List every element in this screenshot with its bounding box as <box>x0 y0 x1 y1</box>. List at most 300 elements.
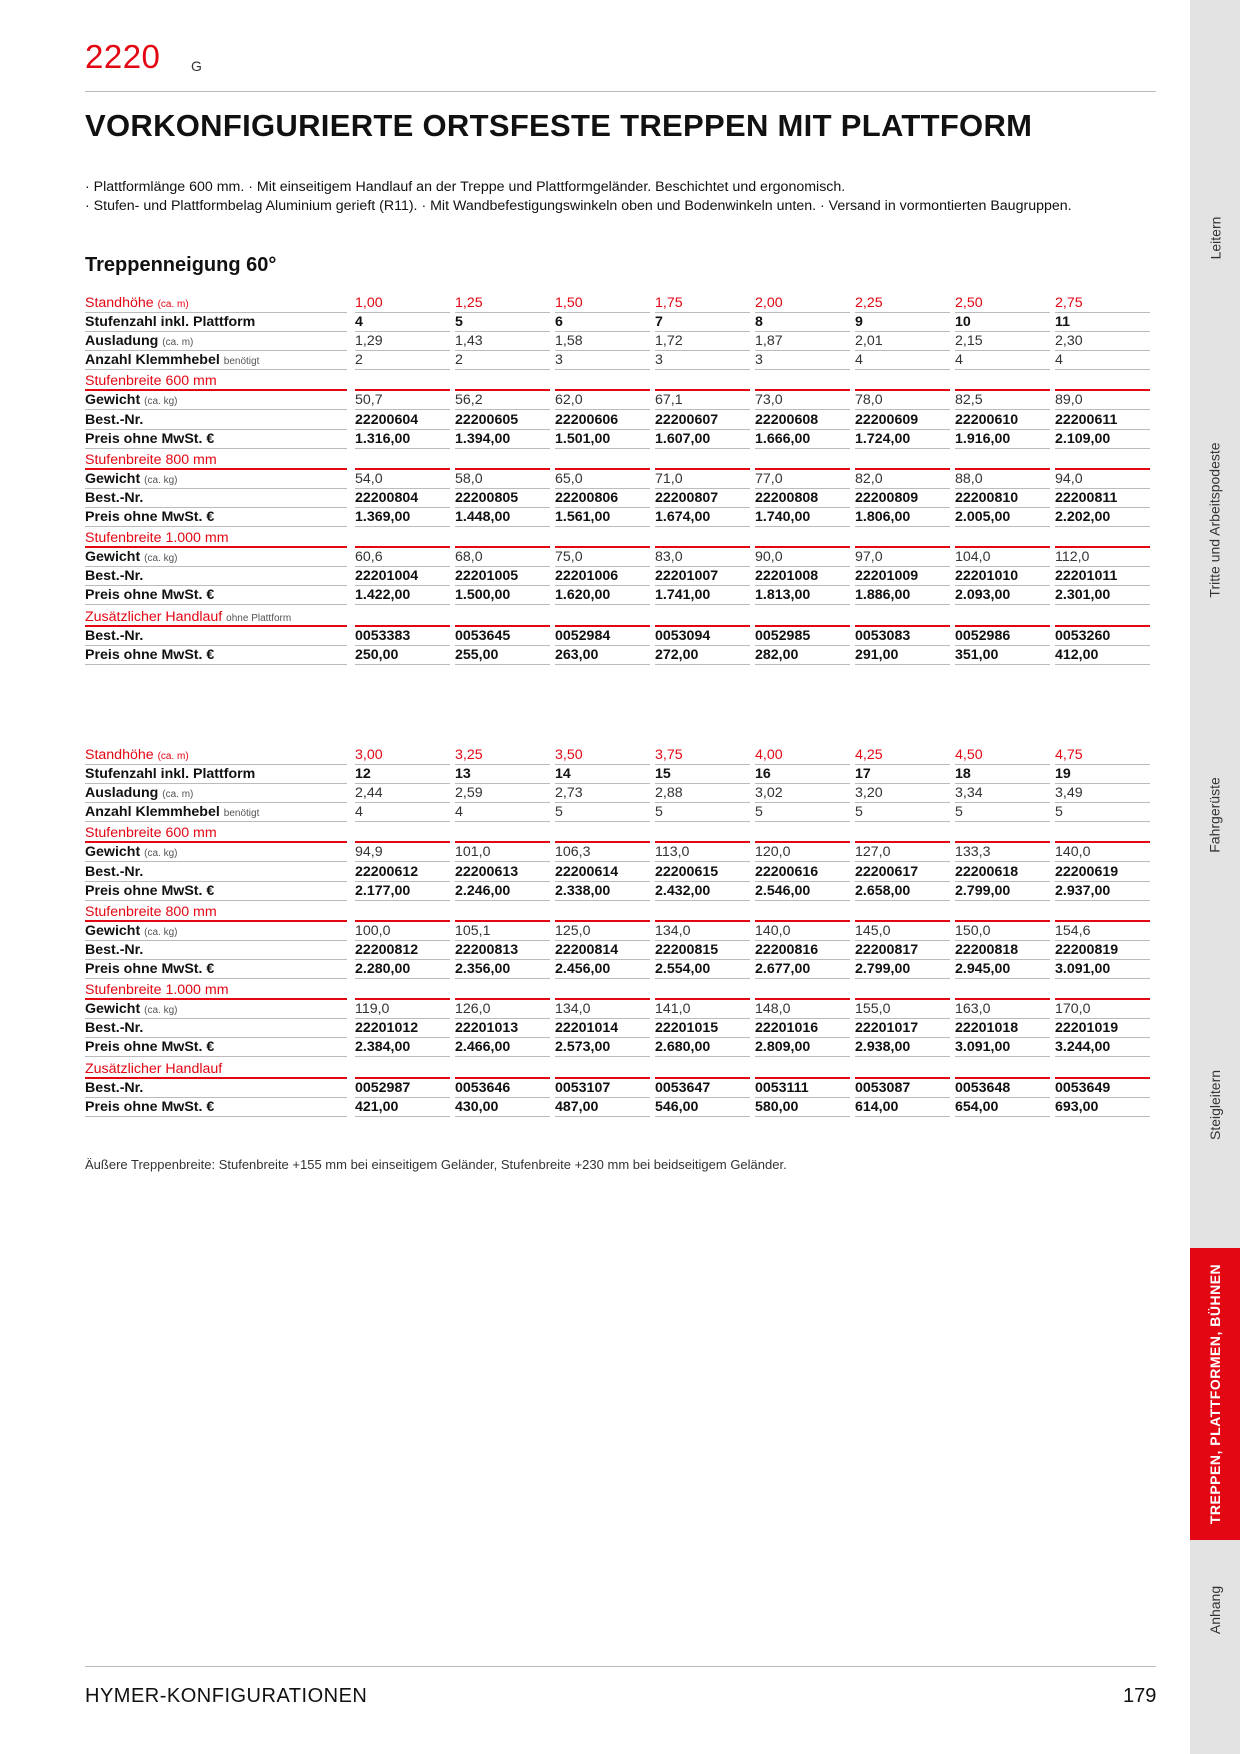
table-cell: 0053094 <box>655 627 750 646</box>
table-cell: 82,0 <box>855 470 950 489</box>
table-cell: 100,0 <box>355 922 450 941</box>
table-cell: 22200614 <box>555 863 650 882</box>
row-label: Stufenbreite 1.000 mm <box>85 981 347 1000</box>
table-cell: 2.546,00 <box>755 882 850 901</box>
table-cell <box>355 981 450 1000</box>
table-cell: 1.607,00 <box>655 430 750 449</box>
table-row <box>85 489 1156 508</box>
table-cell <box>755 903 850 922</box>
table-cell: 2.301,00 <box>1055 586 1150 605</box>
table-row <box>85 567 1156 586</box>
row-label: Preis ohne MwSt. € <box>85 508 347 527</box>
row-label: Preis ohne MwSt. € <box>85 430 347 449</box>
table-cell: 22200807 <box>655 489 750 508</box>
table-row <box>85 843 1156 862</box>
table-cell: 154,6 <box>1055 922 1150 941</box>
table-cell <box>655 529 750 548</box>
table-cell: 2.554,00 <box>655 960 750 979</box>
table-row <box>85 981 1156 1000</box>
table-cell: 11 <box>1055 313 1150 332</box>
table-cell: 56,2 <box>455 391 550 410</box>
table-cell: 19 <box>1055 765 1150 784</box>
table-cell <box>355 529 450 548</box>
table-cell: 2.677,00 <box>755 960 850 979</box>
table-cell <box>1055 608 1150 627</box>
table-cell <box>855 372 950 391</box>
table-cell: 291,00 <box>855 646 950 665</box>
table-cell: 12 <box>355 765 450 784</box>
table-cell <box>355 451 450 470</box>
table-row <box>85 430 1156 449</box>
table-cell <box>655 608 750 627</box>
table-cell: 1,29 <box>355 332 450 351</box>
table-cell: 3,50 <box>555 746 650 765</box>
table-cell <box>655 372 750 391</box>
table-row <box>85 586 1156 605</box>
table-cell: 3,02 <box>755 784 850 803</box>
table-row <box>85 627 1156 646</box>
table-cell: 0053645 <box>455 627 550 646</box>
table-cell: 3,49 <box>1055 784 1150 803</box>
table-cell: 2 <box>355 351 450 370</box>
table-cell: 65,0 <box>555 470 650 489</box>
row-label: Preis ohne MwSt. € <box>85 586 347 605</box>
table-cell: 0053647 <box>655 1079 750 1098</box>
table-cell: 77,0 <box>755 470 850 489</box>
table-row <box>85 548 1156 567</box>
table-cell <box>455 372 550 391</box>
table-cell: 2.202,00 <box>1055 508 1150 527</box>
table-cell: 94,9 <box>355 843 450 862</box>
row-label: Stufenbreite 600 mm <box>85 372 347 391</box>
table-cell: 4 <box>455 803 550 822</box>
table-cell: 22201008 <box>755 567 850 586</box>
table-cell: 250,00 <box>355 646 450 665</box>
table-cell: 62,0 <box>555 391 650 410</box>
table-cell: 22200819 <box>1055 941 1150 960</box>
table-cell: 1.741,00 <box>655 586 750 605</box>
table-cell: 421,00 <box>355 1098 450 1117</box>
table-cell: 82,5 <box>955 391 1050 410</box>
chapter-sidebar <box>1190 0 1240 1754</box>
table-cell: 22200615 <box>655 863 750 882</box>
table-row <box>85 903 1156 922</box>
table-cell: 2,88 <box>655 784 750 803</box>
table-row <box>85 1019 1156 1038</box>
table-cell <box>755 824 850 843</box>
table-cell: 2.432,00 <box>655 882 750 901</box>
row-label: Preis ohne MwSt. € <box>85 1098 347 1117</box>
table-row <box>85 372 1156 391</box>
table-cell <box>1055 981 1150 1000</box>
row-label: Gewicht (ca. kg) <box>85 843 347 862</box>
table-cell: 90,0 <box>755 548 850 567</box>
table-cell: 2.338,00 <box>555 882 650 901</box>
section-title: Treppenneigung 60° <box>85 254 277 276</box>
table-cell: 2.177,00 <box>355 882 450 901</box>
row-label: Gewicht (ca. kg) <box>85 391 347 410</box>
table-cell: 14 <box>555 765 650 784</box>
table-cell: 134,0 <box>555 1000 650 1019</box>
row-label-unit: (ca. kg) <box>144 1005 178 1017</box>
table-cell <box>355 824 450 843</box>
table-cell: 22201011 <box>1055 567 1150 586</box>
sidebar-tab-anhang[interactable]: Anhang <box>1207 1585 1223 1635</box>
table-cell: 22200814 <box>555 941 650 960</box>
table-cell: 8 <box>755 313 850 332</box>
table-cell: 0053083 <box>855 627 950 646</box>
table-cell <box>355 1060 450 1079</box>
table-cell: 0052985 <box>755 627 850 646</box>
table-cell: 412,00 <box>1055 646 1150 665</box>
table-cell: 430,00 <box>455 1098 550 1117</box>
table-cell: 141,0 <box>655 1000 750 1019</box>
table-cell: 3,20 <box>855 784 950 803</box>
table-cell <box>955 372 1050 391</box>
table-cell: 125,0 <box>555 922 650 941</box>
table-cell: 9 <box>855 313 950 332</box>
table-cell: 22201006 <box>555 567 650 586</box>
table-cell <box>1055 372 1150 391</box>
table-cell: 1,58 <box>555 332 650 351</box>
table-cell: 22200804 <box>355 489 450 508</box>
table-cell: 119,0 <box>355 1000 450 1019</box>
table-row <box>85 646 1156 665</box>
table-cell: 145,0 <box>855 922 950 941</box>
row-label: Stufenbreite 1.000 mm <box>85 529 347 548</box>
table-cell: 78,0 <box>855 391 950 410</box>
row-label-unit: (ca. m) <box>162 337 194 349</box>
table-cell: 88,0 <box>955 470 1050 489</box>
table-cell: 101,0 <box>455 843 550 862</box>
table-cell: 58,0 <box>455 470 550 489</box>
table-cell <box>855 903 950 922</box>
row-label: Stufenbreite 800 mm <box>85 451 347 470</box>
table-cell: 10 <box>955 313 1050 332</box>
table-cell: 22201012 <box>355 1019 450 1038</box>
table-cell: 150,0 <box>955 922 1050 941</box>
table-row <box>85 1060 1156 1079</box>
table-cell: 2,50 <box>955 294 1050 313</box>
table-cell: 68,0 <box>455 548 550 567</box>
table-cell: 22200809 <box>855 489 950 508</box>
table-cell: 22200612 <box>355 863 450 882</box>
table-row <box>85 784 1156 803</box>
table-cell <box>555 608 650 627</box>
row-label: Best.-Nr. <box>85 627 347 646</box>
table-cell <box>1055 529 1150 548</box>
table-cell: 282,00 <box>755 646 850 665</box>
table-cell: 1.886,00 <box>855 586 950 605</box>
sidebar-tab-tritte[interactable]: Tritte und Arbeitspodeste <box>1207 442 1224 598</box>
table-cell: 2.809,00 <box>755 1038 850 1057</box>
table-cell: 75,0 <box>555 548 650 567</box>
table-cell <box>655 451 750 470</box>
row-label: Anzahl Klemmhebel benötigt <box>85 351 347 370</box>
table-cell: 18 <box>955 765 1050 784</box>
table-cell: 2.680,00 <box>655 1038 750 1057</box>
table-cell: 2.658,00 <box>855 882 950 901</box>
table-cell <box>855 608 950 627</box>
table-cell <box>1055 1060 1150 1079</box>
table-cell: 89,0 <box>1055 391 1150 410</box>
table-cell: 17 <box>855 765 950 784</box>
table-cell: 1.620,00 <box>555 586 650 605</box>
row-label: Best.-Nr. <box>85 941 347 960</box>
table-cell: 2,44 <box>355 784 450 803</box>
sidebar-tab-steigleitern[interactable]: Steigleitern <box>1207 1069 1224 1141</box>
table-cell: 4,75 <box>1055 746 1150 765</box>
table-row <box>85 451 1156 470</box>
row-label-unit: (ca. m) <box>162 789 194 801</box>
table-cell: 127,0 <box>855 843 950 862</box>
table-cell: 22200818 <box>955 941 1050 960</box>
table-cell: 140,0 <box>1055 843 1150 862</box>
feature-bullets <box>85 178 1072 216</box>
table-cell: 6 <box>555 313 650 332</box>
table-cell <box>555 981 650 1000</box>
row-label: Gewicht (ca. kg) <box>85 922 347 941</box>
spec-table-1 <box>85 294 1156 665</box>
table-cell: 5 <box>955 803 1050 822</box>
row-label: Gewicht (ca. kg) <box>85 1000 347 1019</box>
table-cell: 2,00 <box>755 294 850 313</box>
table-cell <box>555 372 650 391</box>
table-cell: 163,0 <box>955 1000 1050 1019</box>
row-label-unit: (ca. kg) <box>144 396 178 408</box>
table-cell: 1.394,00 <box>455 430 550 449</box>
row-label: Gewicht (ca. kg) <box>85 470 347 489</box>
table-cell: 3,25 <box>455 746 550 765</box>
table-cell: 2,30 <box>1055 332 1150 351</box>
table-cell: 7 <box>655 313 750 332</box>
table-cell <box>755 608 850 627</box>
table-cell <box>855 981 950 1000</box>
table-cell: 1.501,00 <box>555 430 650 449</box>
table-cell <box>755 529 850 548</box>
table-cell <box>455 824 550 843</box>
table-cell: 1.740,00 <box>755 508 850 527</box>
table-row <box>85 765 1156 784</box>
sidebar-tab-fahrgerueste[interactable]: Fahrgerüste <box>1207 777 1224 853</box>
table-cell: 2.945,00 <box>955 960 1050 979</box>
row-label: Stufenbreite 600 mm <box>85 824 347 843</box>
table-cell: 4,25 <box>855 746 950 765</box>
table-cell: 4,50 <box>955 746 1050 765</box>
table-row <box>85 1098 1156 1117</box>
table-cell: 5 <box>855 803 950 822</box>
table-cell: 1,72 <box>655 332 750 351</box>
table-row <box>85 508 1156 527</box>
table-cell: 2.246,00 <box>455 882 550 901</box>
table-cell: 94,0 <box>1055 470 1150 489</box>
table-cell <box>655 981 750 1000</box>
table-cell: 133,3 <box>955 843 1050 862</box>
table-cell: 22201013 <box>455 1019 550 1038</box>
table-cell: 4,00 <box>755 746 850 765</box>
row-label: Preis ohne MwSt. € <box>85 882 347 901</box>
spec-table-2 <box>85 746 1156 1117</box>
sidebar-tab-leitern[interactable]: Leitern <box>1207 216 1223 259</box>
table-cell <box>555 824 650 843</box>
table-cell: 1.916,00 <box>955 430 1050 449</box>
table-cell <box>655 903 750 922</box>
row-label: Best.-Nr. <box>85 567 347 586</box>
row-label: Anzahl Klemmhebel benötigt <box>85 803 347 822</box>
table-cell: 654,00 <box>955 1098 1050 1117</box>
table-cell <box>455 981 550 1000</box>
table-cell: 0052986 <box>955 627 1050 646</box>
table-cell: 487,00 <box>555 1098 650 1117</box>
table-cell: 22200607 <box>655 411 750 430</box>
table-cell: 22200806 <box>555 489 650 508</box>
footnote: Äußere Treppenbreite: Stufenbreite +155 mm bei einseitigem Geländer, Stufenbreite +230 mm bei beidseitigem Geländer. <box>85 1157 787 1172</box>
table-row <box>85 391 1156 410</box>
table-cell: 22201015 <box>655 1019 750 1038</box>
table-cell: 22200609 <box>855 411 950 430</box>
footer-brand: HYMER-KONFIGURATIONEN <box>85 1685 368 1707</box>
table-cell: 3,00 <box>355 746 450 765</box>
table-cell: 22200618 <box>955 863 1050 882</box>
row-label: Best.-Nr. <box>85 411 347 430</box>
table-cell: 106,3 <box>555 843 650 862</box>
bullet-line-1: · Plattformlänge 600 mm. · Mit einseitigem Handlauf an der Treppe und Plattformgeländer. Beschichtet und ergonomisch. <box>85 179 846 195</box>
table-row <box>85 882 1156 901</box>
table-cell: 22201017 <box>855 1019 950 1038</box>
table-cell: 0052987 <box>355 1079 450 1098</box>
table-cell: 2.109,00 <box>1055 430 1150 449</box>
table-cell: 4 <box>355 803 450 822</box>
table-cell: 22201014 <box>555 1019 650 1038</box>
row-label: Preis ohne MwSt. € <box>85 1038 347 1057</box>
table-cell: 1.806,00 <box>855 508 950 527</box>
table-cell: 1.369,00 <box>355 508 450 527</box>
table-cell: 22200812 <box>355 941 450 960</box>
footer-divider <box>85 1666 1156 1667</box>
table-row <box>85 351 1156 370</box>
table-cell <box>355 903 450 922</box>
table-cell: 120,0 <box>755 843 850 862</box>
row-label: Stufenzahl inkl. Plattform <box>85 765 347 784</box>
table-cell: 148,0 <box>755 1000 850 1019</box>
table-cell: 3.091,00 <box>955 1038 1050 1057</box>
table-cell <box>1055 824 1150 843</box>
table-row <box>85 803 1156 822</box>
table-cell: 0052984 <box>555 627 650 646</box>
table-row <box>85 941 1156 960</box>
table-cell <box>655 1060 750 1079</box>
table-cell: 0053260 <box>1055 627 1150 646</box>
table-cell: 126,0 <box>455 1000 550 1019</box>
table-row <box>85 470 1156 489</box>
table-cell: 1.561,00 <box>555 508 650 527</box>
table-cell: 16 <box>755 765 850 784</box>
table-cell: 112,0 <box>1055 548 1150 567</box>
table-cell: 155,0 <box>855 1000 950 1019</box>
table-row <box>85 608 1156 627</box>
table-cell: 3.244,00 <box>1055 1038 1150 1057</box>
table-cell <box>755 451 850 470</box>
table-cell: 1,75 <box>655 294 750 313</box>
sidebar-tab-treppen[interactable]: TREPPEN, PLATTFORMEN, BÜHNEN <box>1190 1248 1240 1540</box>
table-row <box>85 294 1156 313</box>
table-cell <box>855 451 950 470</box>
table-cell: 2 <box>455 351 550 370</box>
table-cell: 1.674,00 <box>655 508 750 527</box>
table-cell: 22201010 <box>955 567 1050 586</box>
table-cell: 71,0 <box>655 470 750 489</box>
table-cell <box>955 608 1050 627</box>
table-cell <box>1055 903 1150 922</box>
table-cell: 134,0 <box>655 922 750 941</box>
table-cell: 22200813 <box>455 941 550 960</box>
table-cell: 2,15 <box>955 332 1050 351</box>
table-cell: 60,6 <box>355 548 450 567</box>
table-cell: 351,00 <box>955 646 1050 665</box>
table-cell: 54,0 <box>355 470 450 489</box>
table-cell: 22200605 <box>455 411 550 430</box>
table-row <box>85 922 1156 941</box>
table-cell: 2,75 <box>1055 294 1150 313</box>
table-row <box>85 1079 1156 1098</box>
table-cell: 97,0 <box>855 548 950 567</box>
table-cell <box>955 903 1050 922</box>
row-label: Stufenbreite 800 mm <box>85 903 347 922</box>
table-cell: 2.456,00 <box>555 960 650 979</box>
table-cell: 2,25 <box>855 294 950 313</box>
table-cell: 0053649 <box>1055 1079 1150 1098</box>
row-label-unit: (ca. kg) <box>144 553 178 565</box>
table-cell: 0053107 <box>555 1079 650 1098</box>
table-cell <box>755 372 850 391</box>
row-label: Standhöhe (ca. m) <box>85 294 347 313</box>
table-cell: 73,0 <box>755 391 850 410</box>
table-cell: 1.422,00 <box>355 586 450 605</box>
table-row <box>85 1000 1156 1019</box>
table-cell: 2.573,00 <box>555 1038 650 1057</box>
table-cell <box>355 608 450 627</box>
table-cell: 4 <box>955 351 1050 370</box>
table-cell: 255,00 <box>455 646 550 665</box>
table-row <box>85 824 1156 843</box>
row-label: Gewicht (ca. kg) <box>85 548 347 567</box>
table-cell: 5 <box>555 803 650 822</box>
catalog-code: 2220 <box>85 38 161 75</box>
table-cell: 1,87 <box>755 332 850 351</box>
table-cell: 22201019 <box>1055 1019 1150 1038</box>
table-row <box>85 313 1156 332</box>
row-label: Best.-Nr. <box>85 863 347 882</box>
table-cell: 22200805 <box>455 489 550 508</box>
table-cell: 546,00 <box>655 1098 750 1117</box>
table-cell: 50,7 <box>355 391 450 410</box>
table-cell: 22200610 <box>955 411 1050 430</box>
table-cell: 22201004 <box>355 567 450 586</box>
table-cell: 22201009 <box>855 567 950 586</box>
table-cell: 67,1 <box>655 391 750 410</box>
table-cell <box>855 1060 950 1079</box>
table-cell: 2.356,00 <box>455 960 550 979</box>
row-label-unit: benötigt <box>223 356 260 368</box>
row-label-unit: (ca. m) <box>157 299 189 310</box>
row-label-unit: (ca. m) <box>157 751 189 762</box>
row-label-unit: (ca. kg) <box>144 474 178 486</box>
table-cell: 170,0 <box>1055 1000 1150 1019</box>
table-cell: 2.466,00 <box>455 1038 550 1057</box>
table-cell: 22200608 <box>755 411 850 430</box>
table-cell: 1,43 <box>455 332 550 351</box>
row-label-unit: ohne Plattform <box>226 612 292 624</box>
